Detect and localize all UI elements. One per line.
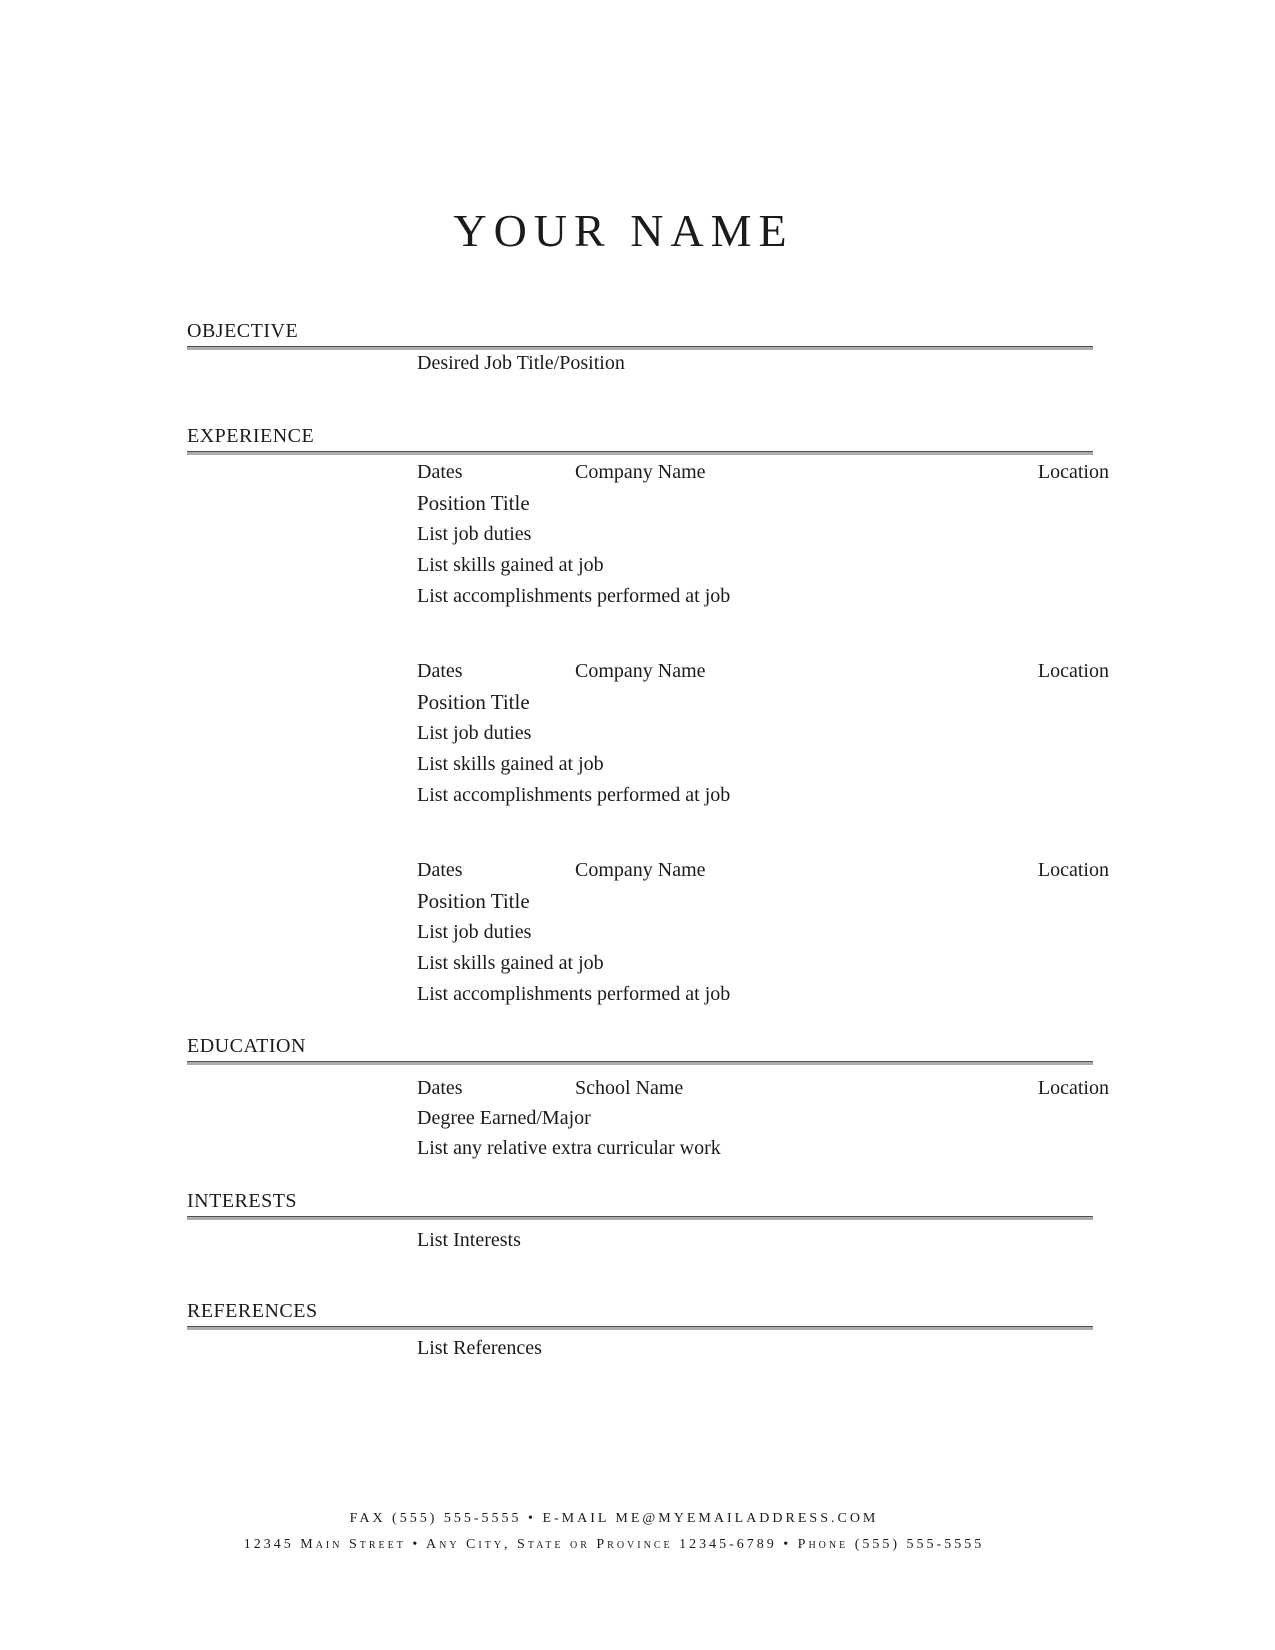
job-skills-line: List skills gained at job: [417, 554, 604, 576]
resume-content: [187, 319, 1109, 1361]
education-heading: EDUCATION: [187, 1035, 306, 1057]
job-duties-line: List job duties: [417, 722, 532, 744]
job-location: Location: [1037, 859, 1109, 881]
job-accomplishments-line: List accomplishments performed at job: [417, 585, 731, 607]
footer-fax-email-line: FAX (555) 555-5555 • E-MAIL ME@MYEMAILADDRESS.COM: [349, 1511, 879, 1526]
education-degree-line: Degree Earned/Major: [417, 1107, 591, 1129]
section-education: [187, 1034, 1109, 1163]
job-accomplishments-line: List accomplishments performed at job: [417, 784, 731, 806]
job-dates: Dates: [417, 461, 463, 483]
education-divider: [187, 1061, 1093, 1065]
job-header-row: [417, 457, 1109, 488]
job-skills-line: List skills gained at job: [417, 952, 604, 974]
job-dates: Dates: [417, 660, 463, 682]
job-block: [417, 457, 1109, 612]
page-title: YOUR NAME: [453, 205, 794, 256]
footer-address-phone-line: 12345 Main Street • Any City, State or Province 12345-6789 • Phone (555) 555-5555: [243, 1537, 985, 1552]
education-location: Location: [1037, 1077, 1109, 1099]
references-content: List References: [417, 1337, 542, 1359]
section-references: [187, 1299, 1093, 1361]
job-position-title: Position Title: [417, 889, 530, 913]
job-location: Location: [1037, 461, 1109, 483]
job-company-name: Company Name: [575, 461, 706, 483]
job-header-row: [417, 656, 1109, 687]
objective-heading: OBJECTIVE: [187, 320, 299, 342]
education-extracurricular-line: List any relative extra curricular work: [417, 1137, 721, 1159]
job-company-name: Company Name: [575, 859, 706, 881]
job-dates: Dates: [417, 859, 463, 881]
interests-content: List Interests: [417, 1229, 521, 1251]
experience-heading: EXPERIENCE: [187, 425, 315, 447]
references-divider: [187, 1326, 1093, 1330]
education-school-name: School Name: [575, 1077, 684, 1099]
job-duties-line: List job duties: [417, 523, 532, 545]
job-position-title: Position Title: [417, 491, 530, 515]
job-header-row: [417, 855, 1109, 886]
job-company-name: Company Name: [575, 660, 706, 682]
experience-divider: [187, 451, 1093, 455]
job-block: [417, 855, 1109, 1010]
job-accomplishments-line: List accomplishments performed at job: [417, 983, 731, 1005]
section-interests: [187, 1189, 1093, 1253]
references-heading: REFERENCES: [187, 1300, 318, 1322]
job-duties-line: List job duties: [417, 921, 532, 943]
education-header-row: [417, 1073, 1109, 1103]
contact-footer: [0, 1506, 1228, 1558]
objective-content: Desired Job Title/Position: [417, 352, 625, 374]
education-block: [417, 1073, 1109, 1163]
job-skills-line: List skills gained at job: [417, 753, 604, 775]
education-dates: Dates: [417, 1077, 463, 1099]
job-block: [417, 656, 1109, 811]
section-experience: [187, 424, 1109, 1010]
job-location: Location: [1037, 660, 1109, 682]
section-objective: [187, 319, 1093, 376]
interests-heading: INTERESTS: [187, 1190, 298, 1212]
job-position-title: Position Title: [417, 690, 530, 714]
interests-divider: [187, 1216, 1093, 1220]
